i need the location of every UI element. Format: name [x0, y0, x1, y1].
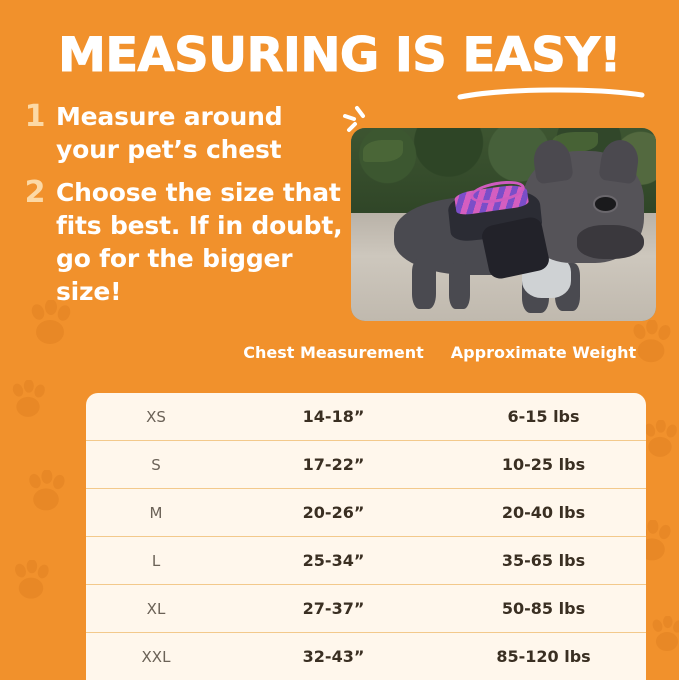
cell-chest: 27-37” — [302, 599, 365, 618]
cell-chest: 14-18” — [302, 407, 365, 426]
step-item — [20, 100, 350, 166]
dog-leg — [412, 259, 436, 309]
cell-size: L — [151, 551, 161, 570]
dog-muzzle — [577, 225, 644, 260]
cell-chest: 20-26” — [302, 503, 365, 522]
step-number: 2 — [24, 175, 46, 210]
cell-weight: 20-40 lbs — [501, 503, 586, 522]
dog-photo-illustration — [351, 128, 656, 321]
cell-weight: 10-25 lbs — [501, 455, 586, 474]
paw-print-icon — [10, 560, 52, 604]
cell-size: XXL — [141, 647, 171, 666]
cell-weight: 6-15 lbs — [507, 407, 580, 426]
paw-print-icon — [8, 380, 48, 422]
header-approximate-weight: Approximate Weight — [450, 343, 637, 362]
cell-size: S — [151, 455, 161, 474]
table-row — [86, 441, 646, 489]
paw-print-icon — [648, 616, 679, 656]
table-row — [86, 585, 646, 633]
table-row — [86, 393, 646, 441]
cell-weight: 85-120 lbs — [496, 647, 591, 666]
size-table — [86, 393, 646, 680]
paw-print-icon — [24, 470, 68, 516]
cell-size: M — [149, 503, 163, 522]
cell-chest: 17-22” — [302, 455, 365, 474]
cell-chest: 32-43” — [302, 647, 365, 666]
header-chest-measurement: Chest Measurement — [243, 343, 424, 362]
header-size — [86, 343, 226, 363]
cell-chest: 25-34” — [302, 551, 365, 570]
step-text: Choose the size that fits best. If in doubt, go for the bigger size! — [56, 178, 343, 306]
step-number: 1 — [24, 99, 46, 134]
instruction-steps — [20, 100, 350, 318]
table-row — [86, 489, 646, 537]
cell-size: XL — [146, 599, 166, 618]
dog-leg — [449, 263, 470, 309]
page-title: MEASURING IS EASY! — [58, 28, 621, 83]
step-text: Measure around your pet’s chest — [56, 102, 283, 164]
step-item — [20, 176, 350, 308]
size-table-headers — [86, 343, 646, 363]
dog-photo — [351, 128, 656, 321]
cell-weight: 50-85 lbs — [501, 599, 586, 618]
table-row — [86, 537, 646, 585]
photo-leaf — [363, 140, 403, 162]
table-row — [86, 633, 646, 680]
cell-weight: 35-65 lbs — [501, 551, 586, 570]
cell-size: XS — [146, 407, 166, 426]
underline-swoosh-icon — [456, 86, 646, 102]
